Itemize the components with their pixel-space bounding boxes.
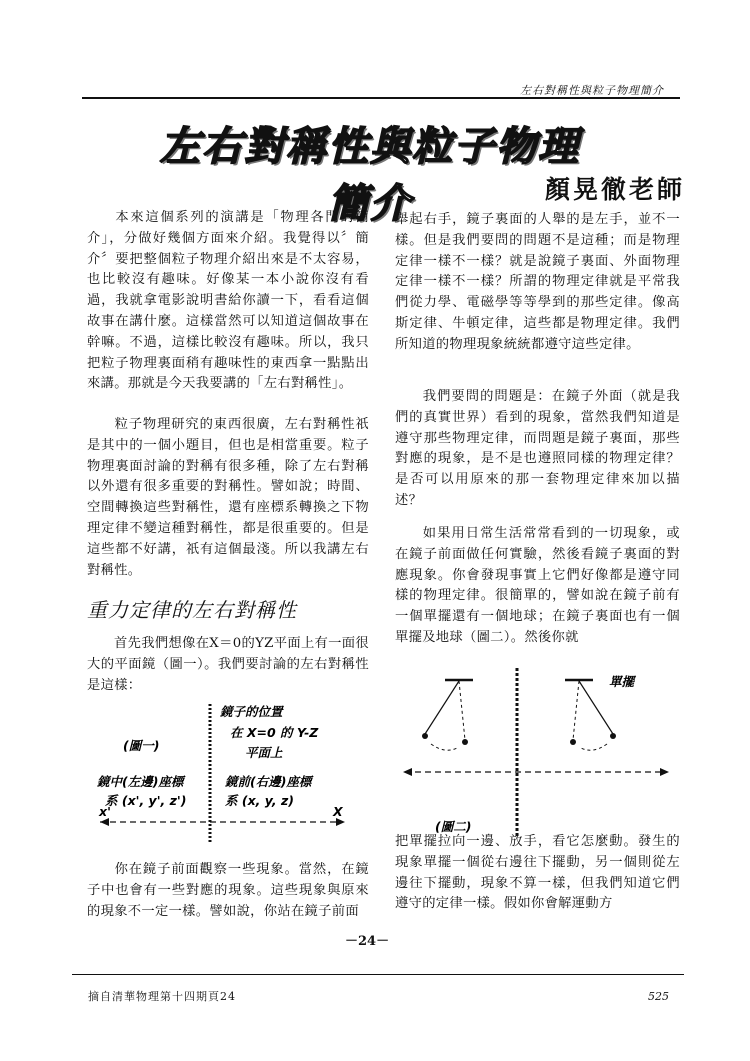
figure-1-label: (圖一) [123,738,160,753]
figure-2 [395,668,680,843]
footer-divider [72,974,684,975]
right-coord-line2: 系 (x, y, z) [225,793,294,808]
paragraph-observe: 你在鏡子前面觀察一些現象。當然，在鏡子中也會有一些對應的現象。這些現象與原來的現象不一定一樣。譬如說，你站在鏡子前面 [87,862,369,919]
paragraph-right-2: 我們要問的問題是：在鏡子外面（就是我們的真實世界）看到的現象，當然我們知道是遵守那些物理定律，而問題是鏡子裏面，那些對應的現象，是不是也遵照同樣的物理定律？是否可以用原來的那一套物理定律來加以描述？ [395,389,680,508]
left-coord-line2: 系 (x', y', z') [105,793,187,808]
pendulum-bob-right-rest [570,739,576,745]
running-header: 左右對稱性與粒子物理簡介 [520,84,664,97]
footer-source: 摘自清華物理第十四期頁24 [88,990,236,1003]
figure-2-label: (圖二) [435,819,472,834]
page-center-number: －24－ [345,934,390,949]
figure-2-drawing [395,668,680,843]
swing-path-left [431,744,457,750]
paragraph-right-4: 把單擺拉向一邊、放手，看它怎麼動。發生的現象單擺一個從右邊往下擺動，另一個則從左邊往下擺動，現象不算一樣，但我們知道它們遵守的定律一樣。假如你會解運動方 [395,834,680,912]
arrow-right-icon [336,818,345,826]
mirror-label-line2: 在 X=0 的 Y-Z [230,725,319,740]
arrow-right-icon [660,768,669,776]
mirror-label-line1: 鏡子的位置 [220,704,283,719]
pendulum-bob-left [422,733,428,739]
footer-page-number: 525 [648,990,669,1003]
paragraph-right-1: 舉起右手，鏡子裏面的人舉的是左手，並不一樣。但是我們要問的問題不是這種；而是物理定律一樣不一樣？就是說鏡子裏面、外面物理定律一樣不一樣？所謂的物理定律就是平常我們從力學、電磁學等等學到的那些定律。像高斯定律、牛頓定律，這些都是物理定律。我們所知道的物理現象統統都遵守這些定律。 [395,212,680,352]
axis-x-prime: x' [99,804,111,819]
pendulum-bob-right [610,733,616,739]
pendulum-label: 單擺 [609,674,635,689]
figure-1 [95,700,375,842]
pendulum-string-left-rest [459,681,465,740]
article-author: 顏晃徹老師 [545,175,686,204]
pendulum-bob-left-rest [462,739,468,745]
swing-path-right [581,744,607,750]
article-title: 左右對稱性與粒子物理簡介 [160,123,580,227]
pendulum-string-left [425,681,459,734]
paragraph-intro: 本來這個系列的演講是「物理各門的簡介」，分做好幾個方面來介紹。我覺得以〞簡介〞要把整個粒子物理介紹出來是不太容易，也比較沒有趣味。好像某一本小說你沒有看過，我就拿電影說明書給你讀一下，看看這個故事在講什麼。這樣當然可以知道這個故事在幹嘛。不過，這樣比較沒有趣味。所以，我只把粒子物理裏面稍有趣味性的東西拿一點點出來講。那就是今天我要講的「左右對稱性」。 [87,210,369,392]
right-coord-line1: 鏡前(右邊)座標 [225,774,312,789]
paragraph-right-3: 如果用日常生活常常看到的一切現象，或在鏡子前面做任何實驗，然後看鏡子裏面的對應現象。你會發現事實上它們好像都是遵守同樣的物理定律。很簡單的，譬如說在鏡子前有一個單擺還有一個地球；在鏡子裏面也有一個單擺及地球（圖二）。然後你就 [395,526,680,645]
paragraph-mirror-setup: 首先我們想像在X＝0的YZ平面上有一面很大的平面鏡（圖一）。我們要討論的左右對稱性是這樣： [87,636,369,693]
mirror-label-line3: 平面上 [245,745,283,760]
arrow-left-icon [403,768,412,776]
section-heading: 重力定律的左右對稱性 [87,598,297,622]
header-divider [82,97,680,99]
left-coord-line1: 鏡中(左邊)座標 [97,774,184,789]
pendulum-string-right-rest [573,681,579,740]
pendulum-string-right [579,681,613,734]
arrow-left-icon [100,818,109,826]
paragraph-symmetry: 粒子物理研究的東西很廣，左右對稱性祇是其中的一個小題目，但也是相當重要。粒子物理裏面討論的對稱有很多種，除了左右對稱以外還有很多重要的對稱性。譬如說；時間、空間轉換這些對稱性，還有座標系轉換之下物理定律不變這種對稱性，都是很重要的。但是這些都不好講，祇有這個最淺。所以我講左右對稱性。 [87,417,369,578]
figure-1-drawing [95,700,375,842]
axis-x: X [333,804,343,819]
